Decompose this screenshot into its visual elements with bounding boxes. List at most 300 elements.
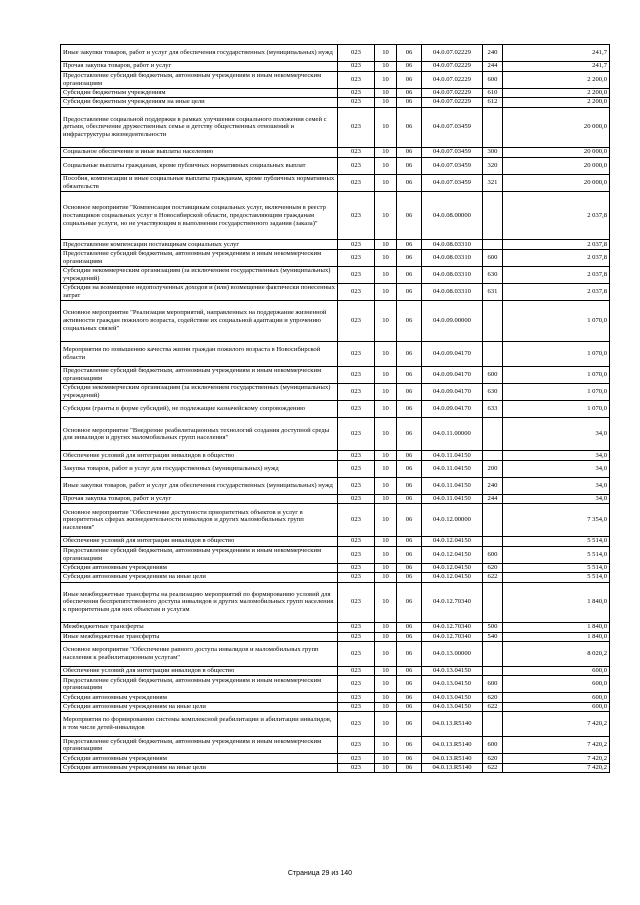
row-amount: 7 420,2 [503,763,610,772]
row-target-article: 04.0.11.04150 [422,451,483,460]
row-expense-type: 630 [483,384,503,401]
row-grbs: 023 [338,641,375,666]
row-target-article: 04.0.08.00000 [422,191,483,239]
row-name: Прочая закупка товаров, работ и услуг [61,62,338,71]
row-amount: 7 420,2 [503,737,610,754]
row-section: 10 [375,676,397,693]
table-row [61,157,610,174]
row-grbs: 023 [338,157,375,174]
row-grbs: 023 [338,62,375,71]
row-section: 10 [375,737,397,754]
row-amount: 1 840,0 [503,632,610,641]
row-name: Предоставление субсидий бюджетным, автономным учреждениям и иным некоммерческим организациям [61,676,338,693]
row-target-article: 04.0.08.03310 [422,284,483,301]
row-target-article: 04.0.07.03459 [422,157,483,174]
row-section: 10 [375,284,397,301]
row-amount: 8 020,2 [503,641,610,666]
row-grbs: 023 [338,418,375,451]
row-name: Межбюджетные трансферты [61,623,338,632]
table-row [61,702,610,711]
row-expense-type [483,666,503,675]
row-target-article: 04.0.13.04150 [422,702,483,711]
row-subsection: 06 [397,107,422,148]
table-row [61,546,610,563]
row-expense-type [483,418,503,451]
row-target-article: 04.0.09.00000 [422,301,483,342]
row-name: Обеспечение условий для интеграции инвалидов в общество [61,537,338,546]
row-amount: 600,0 [503,676,610,693]
row-expense-type [483,341,503,366]
row-section: 10 [375,71,397,88]
table-row [61,174,610,191]
row-name: Субсидии (гранты в форме субсидий), не подлежащие казначейскому сопровождению [61,401,338,418]
row-name: Обеспечение условий для интеграции инвалидов в общество [61,666,338,675]
row-section: 10 [375,641,397,666]
table-row [61,191,610,239]
row-amount: 2 037,8 [503,284,610,301]
row-name: Обеспечение условий для интеграции инвалидов в общество [61,451,338,460]
row-amount: 20 000,0 [503,107,610,148]
row-expense-type: 633 [483,401,503,418]
row-grbs: 023 [338,754,375,763]
row-section: 10 [375,712,397,737]
row-subsection: 06 [397,477,422,494]
table-row [61,632,610,641]
row-subsection: 06 [397,712,422,737]
row-section: 10 [375,537,397,546]
row-grbs: 023 [338,546,375,563]
row-expense-type: 500 [483,623,503,632]
row-name: Основное мероприятие "Компенсация поставщикам социальных услуг, включенным в реестр поставщиков социальных услуг в Новосибирской области, предоставляющим гражданам социальные услуги, но не участвующим в выполнении государственного задания (заказа)" [61,191,338,239]
row-section: 10 [375,62,397,71]
row-target-article: 04.0.12.00000 [422,504,483,537]
row-section: 10 [375,240,397,249]
row-name: Социальные выплаты гражданам, кроме публичных нормативных социальных выплат [61,157,338,174]
row-subsection: 06 [397,460,422,477]
row-subsection: 06 [397,504,422,537]
row-name: Основное мероприятие "Реализация мероприятий, направленных на поддержание жизненной активности граждан пожилого возраста, содействие их социальной адаптации и упрочению социальных связей" [61,301,338,342]
row-name: Субсидии автономным учреждениям [61,693,338,702]
table-row [61,737,610,754]
row-name: Предоставление субсидий бюджетным, автономным учреждениям и иным некоммерческим организациям [61,546,338,563]
row-expense-type: 320 [483,157,503,174]
row-subsection: 06 [397,88,422,97]
row-target-article: 04.0.12.70340 [422,582,483,623]
row-amount: 7 420,2 [503,754,610,763]
row-name: Предоставление субсидий бюджетным, автономным учреждениям и иным некоммерческим организациям [61,737,338,754]
table-row [61,284,610,301]
row-amount: 2 037,8 [503,266,610,283]
row-amount: 1 840,0 [503,582,610,623]
row-expense-type [483,240,503,249]
row-amount: 20 000,0 [503,174,610,191]
row-expense-type [483,504,503,537]
table-row [61,401,610,418]
table-row [61,366,610,383]
row-grbs: 023 [338,460,375,477]
row-section: 10 [375,301,397,342]
row-section: 10 [375,341,397,366]
row-subsection: 06 [397,666,422,675]
row-subsection: 06 [397,384,422,401]
row-grbs: 023 [338,563,375,572]
row-grbs: 023 [338,504,375,537]
row-grbs: 023 [338,401,375,418]
row-grbs: 023 [338,384,375,401]
row-target-article: 04.0.12.04150 [422,546,483,563]
row-name: Субсидии некоммерческим организациям (за исключением государственных (муниципальных) учреждений) [61,384,338,401]
row-subsection: 06 [397,157,422,174]
row-section: 10 [375,266,397,283]
row-expense-type: 610 [483,88,503,97]
row-subsection: 06 [397,702,422,711]
row-grbs: 023 [338,623,375,632]
row-section: 10 [375,174,397,191]
table-row [61,62,610,71]
table-row [61,301,610,342]
row-target-article: 04.0.07.02229 [422,98,483,107]
row-amount: 5 514,0 [503,546,610,563]
row-expense-type: 321 [483,174,503,191]
row-grbs: 023 [338,266,375,283]
row-subsection: 06 [397,284,422,301]
row-section: 10 [375,702,397,711]
table-row [61,71,610,88]
table-row [61,98,610,107]
row-expense-type: 620 [483,563,503,572]
row-grbs: 023 [338,693,375,702]
row-amount: 1 070,0 [503,366,610,383]
row-target-article: 04.0.07.02229 [422,62,483,71]
row-target-article: 04.0.08.03310 [422,249,483,266]
row-amount: 7 354,0 [503,504,610,537]
table-row [61,451,610,460]
table-row [61,249,610,266]
table-row [61,384,610,401]
row-target-article: 04.0.07.02229 [422,88,483,97]
row-target-article: 04.0.13.04150 [422,676,483,693]
row-name: Пособия, компенсации и иные социальные выплаты гражданам, кроме публичных нормативных обязательств [61,174,338,191]
row-grbs: 023 [338,477,375,494]
row-expense-type: 600 [483,249,503,266]
table-row [61,563,610,572]
row-grbs: 023 [338,341,375,366]
row-expense-type: 620 [483,754,503,763]
row-subsection: 06 [397,537,422,546]
row-expense-type: 600 [483,676,503,693]
row-section: 10 [375,693,397,702]
row-amount: 34,0 [503,451,610,460]
row-section: 10 [375,494,397,503]
row-amount: 600,0 [503,702,610,711]
row-grbs: 023 [338,107,375,148]
row-name: Субсидии автономным учреждениям на иные цели [61,702,338,711]
row-name: Иные межбюджетные трансферты на реализацию мероприятий по формированию условий для обеспечения беспрепятственного доступа инвалидов и других маломобильных групп населения к приоритетным для них объектам и услугам [61,582,338,623]
row-section: 10 [375,504,397,537]
row-name: Иные закупки товаров, работ и услуг для обеспечения государственных (муниципальных) нужд [61,477,338,494]
row-name: Основное мероприятие "Внедрение реабилитационных технологий создания доступной среды для инвалидов и других маломобильных групп населения" [61,418,338,451]
row-expense-type: 622 [483,763,503,772]
table-row [61,763,610,772]
row-grbs: 023 [338,148,375,157]
table-row [61,712,610,737]
row-target-article: 04.0.07.03459 [422,107,483,148]
table-row [61,240,610,249]
row-subsection: 06 [397,266,422,283]
row-amount: 1 070,0 [503,384,610,401]
row-target-article: 04.0.11.04150 [422,477,483,494]
row-target-article: 04.0.11.00000 [422,418,483,451]
row-subsection: 06 [397,737,422,754]
row-target-article: 04.0.13.R5140 [422,763,483,772]
row-expense-type: 300 [483,148,503,157]
row-name: Основное мероприятие "Обеспечение равного доступа инвалидов и маломобильных групп населения к реабилитационным услугам" [61,641,338,666]
row-grbs: 023 [338,71,375,88]
row-expense-type: 620 [483,693,503,702]
row-grbs: 023 [338,537,375,546]
row-target-article: 04.0.09.04170 [422,366,483,383]
row-amount: 1 840,0 [503,623,610,632]
row-grbs: 023 [338,573,375,582]
row-amount: 1 070,0 [503,401,610,418]
row-name: Предоставление компенсации поставщикам социальных услуг [61,240,338,249]
row-subsection: 06 [397,573,422,582]
row-amount: 2 037,8 [503,191,610,239]
table-row [61,641,610,666]
row-section: 10 [375,573,397,582]
row-target-article: 04.0.11.04150 [422,460,483,477]
row-subsection: 06 [397,341,422,366]
row-name: Основное мероприятие "Обеспечение доступности приоритетных объектов и услуг в приоритетных сферах жизнедеятельности инвалидов и других маломобильных групп населения" [61,504,338,537]
row-section: 10 [375,763,397,772]
row-expense-type [483,191,503,239]
row-section: 10 [375,477,397,494]
table-row [61,266,610,283]
table-row [61,537,610,546]
table-row [61,582,610,623]
table-row [61,148,610,157]
row-name: Предоставление социальной поддержки в рамках улучшения социального положения семей с детьми, обеспечение дружественных семье и детству общественных отношений и инфраструктуры жизнедеятельности [61,107,338,148]
row-name: Социальное обеспечение и иные выплаты населению [61,148,338,157]
row-subsection: 06 [397,582,422,623]
row-subsection: 06 [397,71,422,88]
row-target-article: 04.0.12.04150 [422,537,483,546]
row-subsection: 06 [397,676,422,693]
row-name: Мероприятия по формированию системы комплексной реабилитации и абилитации инвалидов, в том числе детей-инвалидов [61,712,338,737]
row-target-article: 04.0.07.03459 [422,148,483,157]
table-row [61,623,610,632]
row-section: 10 [375,460,397,477]
row-expense-type: 540 [483,632,503,641]
row-amount: 20 000,0 [503,148,610,157]
row-target-article: 04.0.13.R5140 [422,754,483,763]
row-section: 10 [375,45,397,62]
row-name: Субсидии автономным учреждениям на иные цели [61,573,338,582]
row-target-article: 04.0.13.00000 [422,641,483,666]
row-amount: 2 200,0 [503,71,610,88]
row-target-article: 04.0.09.04170 [422,341,483,366]
row-expense-type: 622 [483,702,503,711]
row-name: Субсидии автономным учреждениям [61,754,338,763]
row-subsection: 06 [397,174,422,191]
row-section: 10 [375,249,397,266]
row-expense-type: 240 [483,45,503,62]
row-amount: 5 514,0 [503,563,610,572]
row-section: 10 [375,148,397,157]
row-subsection: 06 [397,62,422,71]
row-amount: 20 000,0 [503,157,610,174]
row-target-article: 04.0.07.03459 [422,174,483,191]
row-expense-type: 600 [483,71,503,88]
row-amount: 600,0 [503,693,610,702]
row-subsection: 06 [397,763,422,772]
row-expense-type: 600 [483,366,503,383]
row-grbs: 023 [338,494,375,503]
row-grbs: 023 [338,240,375,249]
row-target-article: 04.0.09.04170 [422,384,483,401]
row-expense-type [483,451,503,460]
row-amount: 34,0 [503,477,610,494]
row-expense-type: 200 [483,460,503,477]
row-section: 10 [375,384,397,401]
row-grbs: 023 [338,712,375,737]
row-expense-type: 600 [483,737,503,754]
row-expense-type [483,641,503,666]
row-expense-type [483,301,503,342]
table-row [61,107,610,148]
row-subsection: 06 [397,494,422,503]
row-section: 10 [375,401,397,418]
row-grbs: 023 [338,676,375,693]
row-target-article: 04.0.12.04150 [422,573,483,582]
row-amount: 2 037,8 [503,249,610,266]
table-row [61,573,610,582]
row-target-article: 04.0.11.04150 [422,494,483,503]
row-expense-type: 600 [483,546,503,563]
row-name: Иные закупки товаров, работ и услуг для обеспечения государственных (муниципальных) нужд [61,45,338,62]
row-grbs: 023 [338,45,375,62]
row-section: 10 [375,632,397,641]
table-row [61,504,610,537]
row-grbs: 023 [338,582,375,623]
row-subsection: 06 [397,623,422,632]
row-subsection: 06 [397,401,422,418]
row-subsection: 06 [397,98,422,107]
row-subsection: 06 [397,418,422,451]
row-section: 10 [375,418,397,451]
row-section: 10 [375,451,397,460]
row-subsection: 06 [397,366,422,383]
row-grbs: 023 [338,249,375,266]
row-section: 10 [375,563,397,572]
row-target-article: 04.0.12.70340 [422,623,483,632]
row-target-article: 04.0.09.04170 [422,401,483,418]
row-expense-type [483,107,503,148]
row-grbs: 023 [338,366,375,383]
row-expense-type: 622 [483,573,503,582]
row-grbs: 023 [338,666,375,675]
row-section: 10 [375,546,397,563]
row-name: Закупка товаров, работ и услуг для государственных (муниципальных) нужд [61,460,338,477]
row-amount: 1 070,0 [503,341,610,366]
table-row [61,676,610,693]
table-row [61,666,610,675]
row-subsection: 06 [397,693,422,702]
row-amount: 2 200,0 [503,98,610,107]
row-section: 10 [375,366,397,383]
row-section: 10 [375,88,397,97]
row-grbs: 023 [338,88,375,97]
row-amount: 600,0 [503,666,610,675]
page-footer: Страница 29 из 140 [287,870,353,877]
row-expense-type: 630 [483,266,503,283]
row-name: Предоставление субсидий бюджетным, автономным учреждениям и иным некоммерческим организациям [61,71,338,88]
row-name: Субсидии некоммерческим организациям (за исключением государственных (муниципальных) учреждений) [61,266,338,283]
row-grbs: 023 [338,702,375,711]
table-row [61,341,610,366]
table-row [61,45,610,62]
table-row [61,693,610,702]
row-grbs: 023 [338,284,375,301]
row-target-article: 04.0.12.04150 [422,563,483,572]
row-subsection: 06 [397,451,422,460]
row-grbs: 023 [338,98,375,107]
row-section: 10 [375,623,397,632]
row-subsection: 06 [397,191,422,239]
row-grbs: 023 [338,632,375,641]
row-grbs: 023 [338,451,375,460]
table-row [61,477,610,494]
table-row [61,88,610,97]
row-grbs: 023 [338,301,375,342]
row-expense-type: 244 [483,62,503,71]
row-expense-type [483,712,503,737]
row-name: Предоставление субсидий бюджетным, автономным учреждениям и иным некоммерческим организациям [61,366,338,383]
row-section: 10 [375,107,397,148]
row-section: 10 [375,666,397,675]
budget-table [60,44,610,773]
row-grbs: 023 [338,174,375,191]
row-name: Субсидии бюджетным учреждениям на иные цели [61,98,338,107]
row-name: Мероприятия по повышению качества жизни граждан пожилого возраста в Новосибирской области [61,341,338,366]
table-row [61,418,610,451]
row-section: 10 [375,191,397,239]
row-subsection: 06 [397,249,422,266]
row-amount: 5 514,0 [503,573,610,582]
row-section: 10 [375,582,397,623]
row-target-article: 04.0.07.02229 [422,71,483,88]
row-subsection: 06 [397,754,422,763]
row-name: Субсидии бюджетным учреждениям [61,88,338,97]
row-amount: 2 200,0 [503,88,610,97]
row-subsection: 06 [397,148,422,157]
row-subsection: 06 [397,632,422,641]
row-amount: 241,7 [503,45,610,62]
row-amount: 5 514,0 [503,537,610,546]
row-target-article: 04.0.12.70340 [422,632,483,641]
row-target-article: 04.0.13.04150 [422,693,483,702]
row-subsection: 06 [397,546,422,563]
row-expense-type [483,582,503,623]
row-amount: 7 420,2 [503,712,610,737]
row-name: Субсидии на возмещение недополученных доходов и (или) возмещение фактически понесенных затрат [61,284,338,301]
row-expense-type: 631 [483,284,503,301]
row-grbs: 023 [338,763,375,772]
row-subsection: 06 [397,240,422,249]
row-expense-type: 240 [483,477,503,494]
row-expense-type: 244 [483,494,503,503]
row-amount: 34,0 [503,418,610,451]
